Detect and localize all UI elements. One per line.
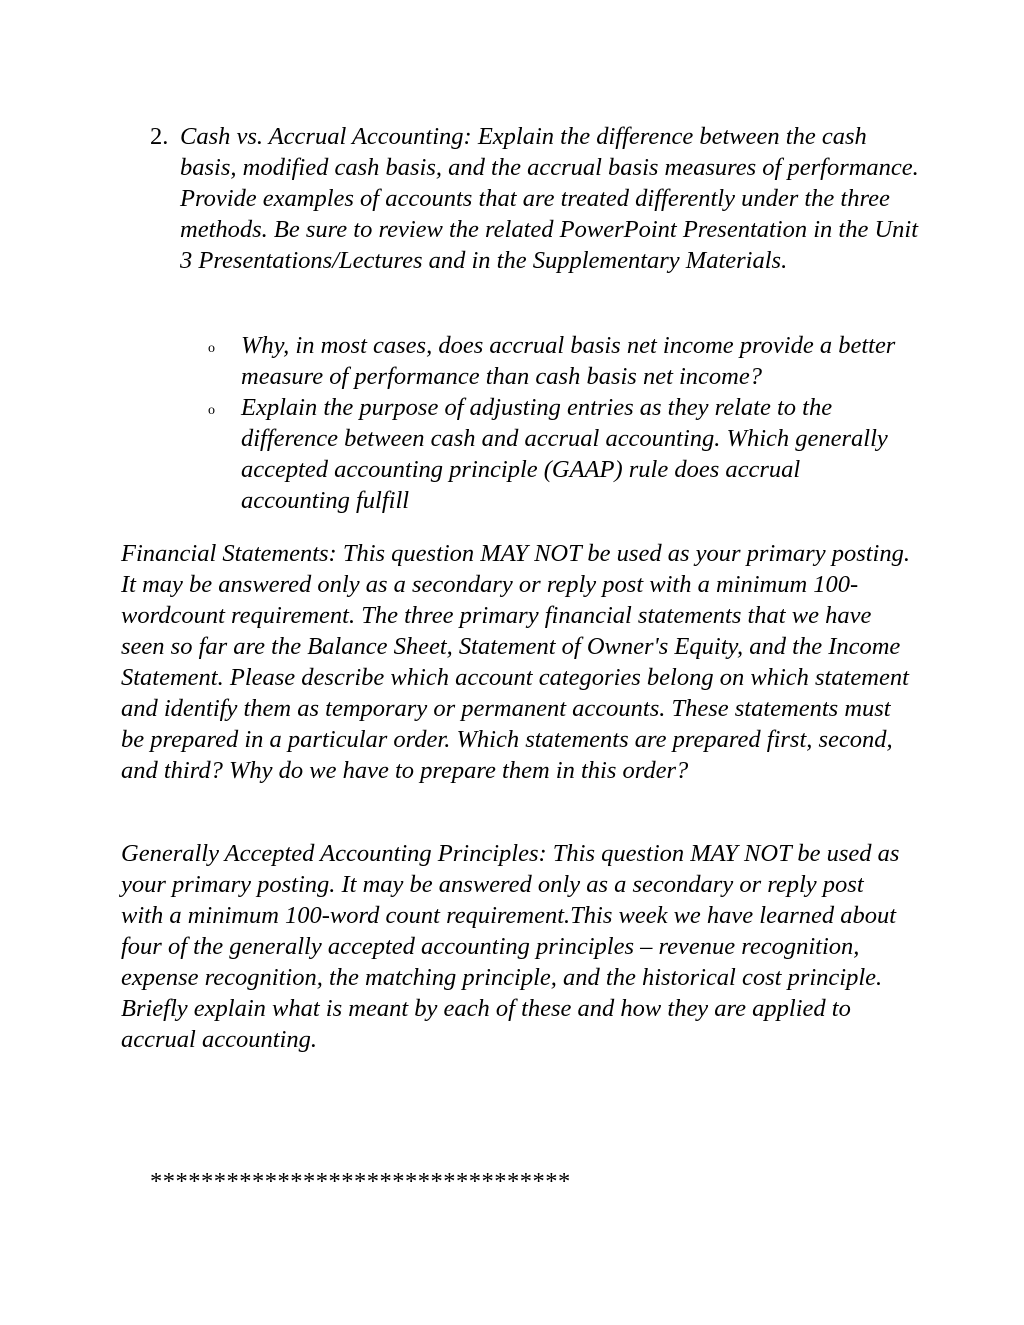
sub-item-accrual-income	[208, 330, 908, 392]
question-2-sub-list	[208, 330, 908, 516]
question-2-number: 2.	[150, 123, 169, 150]
sub-item-text: Explain the purpose of adjusting entries as they relate to the difference between cash and accrual accounting. Which generally accepted accounting principle (GAAP) rule does accrual accounting fulfill	[241, 394, 888, 514]
financial-statements-paragraph: Financial Statements: This question MAY NOT be used as your primary posting. It may be answered only as a secondary or reply post with a minimum 100-wordcount requirement. The three primary financial statements that we have seen so far are the Balance Sheet, Statement of Owner's Equity, and the Income Statement. Please describe which account categories belong on which statement and identify them as temporary or permanent accounts. These statements must be prepared in a particular order. Which statements are prepared first, second, and third? Why do we have to prepare them in this order?	[121, 540, 910, 784]
question-2	[150, 121, 920, 276]
asterisk-separator: *********************************	[150, 1168, 571, 1195]
bullet-circle-icon: o	[208, 403, 215, 418]
sub-item-text: Why, in most cases, does accrual basis net income provide a better measure of performance than cash basis net income?	[241, 332, 896, 390]
sub-item-adjusting-entries	[208, 392, 908, 516]
gaap-paragraph: Generally Accepted Accounting Principles: This question MAY NOT be used as your primary posting. It may be answered only as a secondary or reply post with a minimum 100-word count requirement.This week we have learned about four of the generally accepted accounting principles – revenue recognition, expense recognition, the matching principle, and the historical cost principle. Briefly explain what is meant by each of these and how they are applied to accrual accounting.	[121, 840, 900, 1053]
question-2-text: Cash vs. Accrual Accounting: Explain the difference between the cash basis, modified cash basis, and the accrual basis measures of performance. Provide examples of accounts that are treated differently under the three methods. Be sure to review the related PowerPoint Presentation in the Unit 3 Presentations/Lectures and in the Supplementary Materials.	[180, 123, 919, 274]
bullet-circle-icon: o	[208, 341, 215, 356]
